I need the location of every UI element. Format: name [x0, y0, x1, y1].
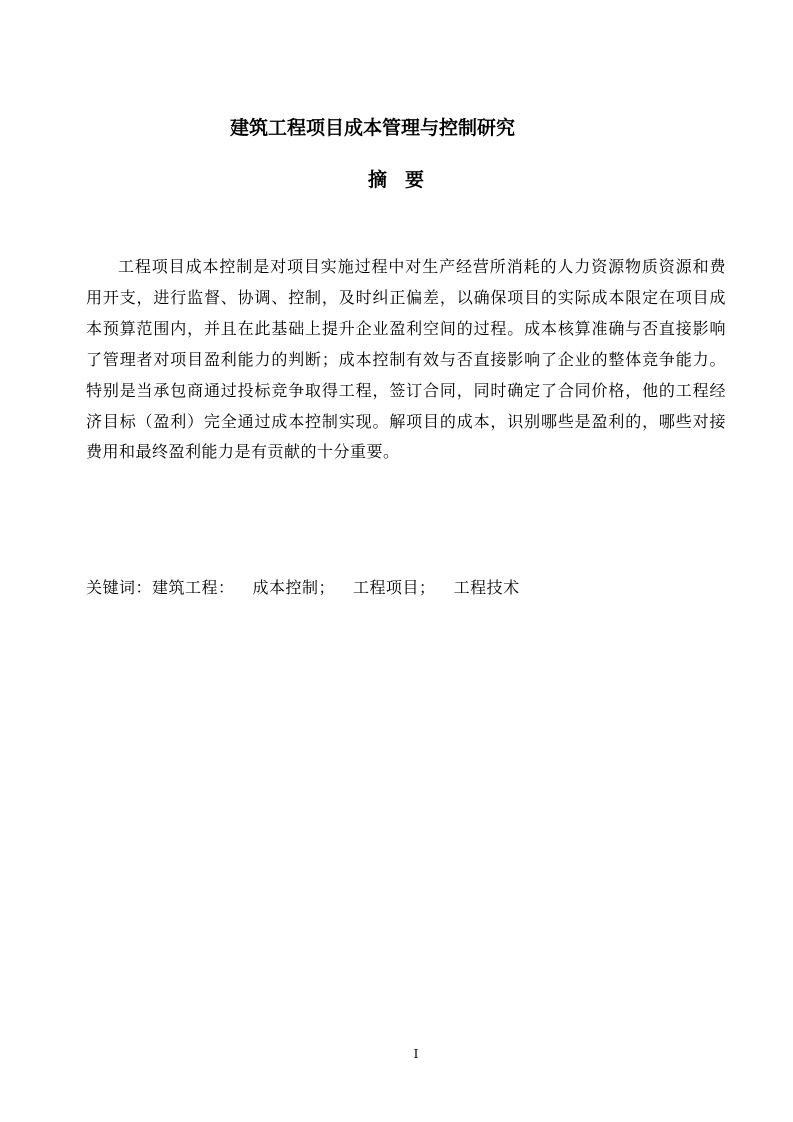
keyword-item: 建筑工程：: [152, 578, 235, 597]
abstract-body: 工程项目成本控制是对项目实施过程中对生产经营所消耗的人力资源物质资源和费用开支，进行监督、协调、控制，及时纠正偏差，以确保项目的实际成本限定在项目成本预算范围内，并且在此基础上提升企业盈利空间的过程。成本核算准确与否直接影响了管理者对项目盈利能力的判断；成本控制有效与否直接影响了企业的整体竞争能力。特别是当承包商通过投标竞争取得工程，签订合同，同时确定了合同价格，他的工程经济目标（盈利）完全通过成本控制实现。解项目的成本，识别哪些是盈利的，哪些对接费用和最终盈利能力是有贡献的十分重要。: [86, 257, 726, 462]
keywords-line: [86, 574, 726, 602]
keyword-item: 工程技术: [453, 578, 520, 597]
abstract-heading: 摘要: [367, 169, 442, 191]
paper-title: 建筑工程项目成本管理与控制研究: [229, 117, 515, 139]
keyword-item: 工程项目；: [353, 578, 436, 597]
page-number: I: [413, 1047, 419, 1061]
keyword-item: 成本控制；: [252, 578, 336, 597]
keywords-label: 关键词：: [86, 578, 153, 597]
